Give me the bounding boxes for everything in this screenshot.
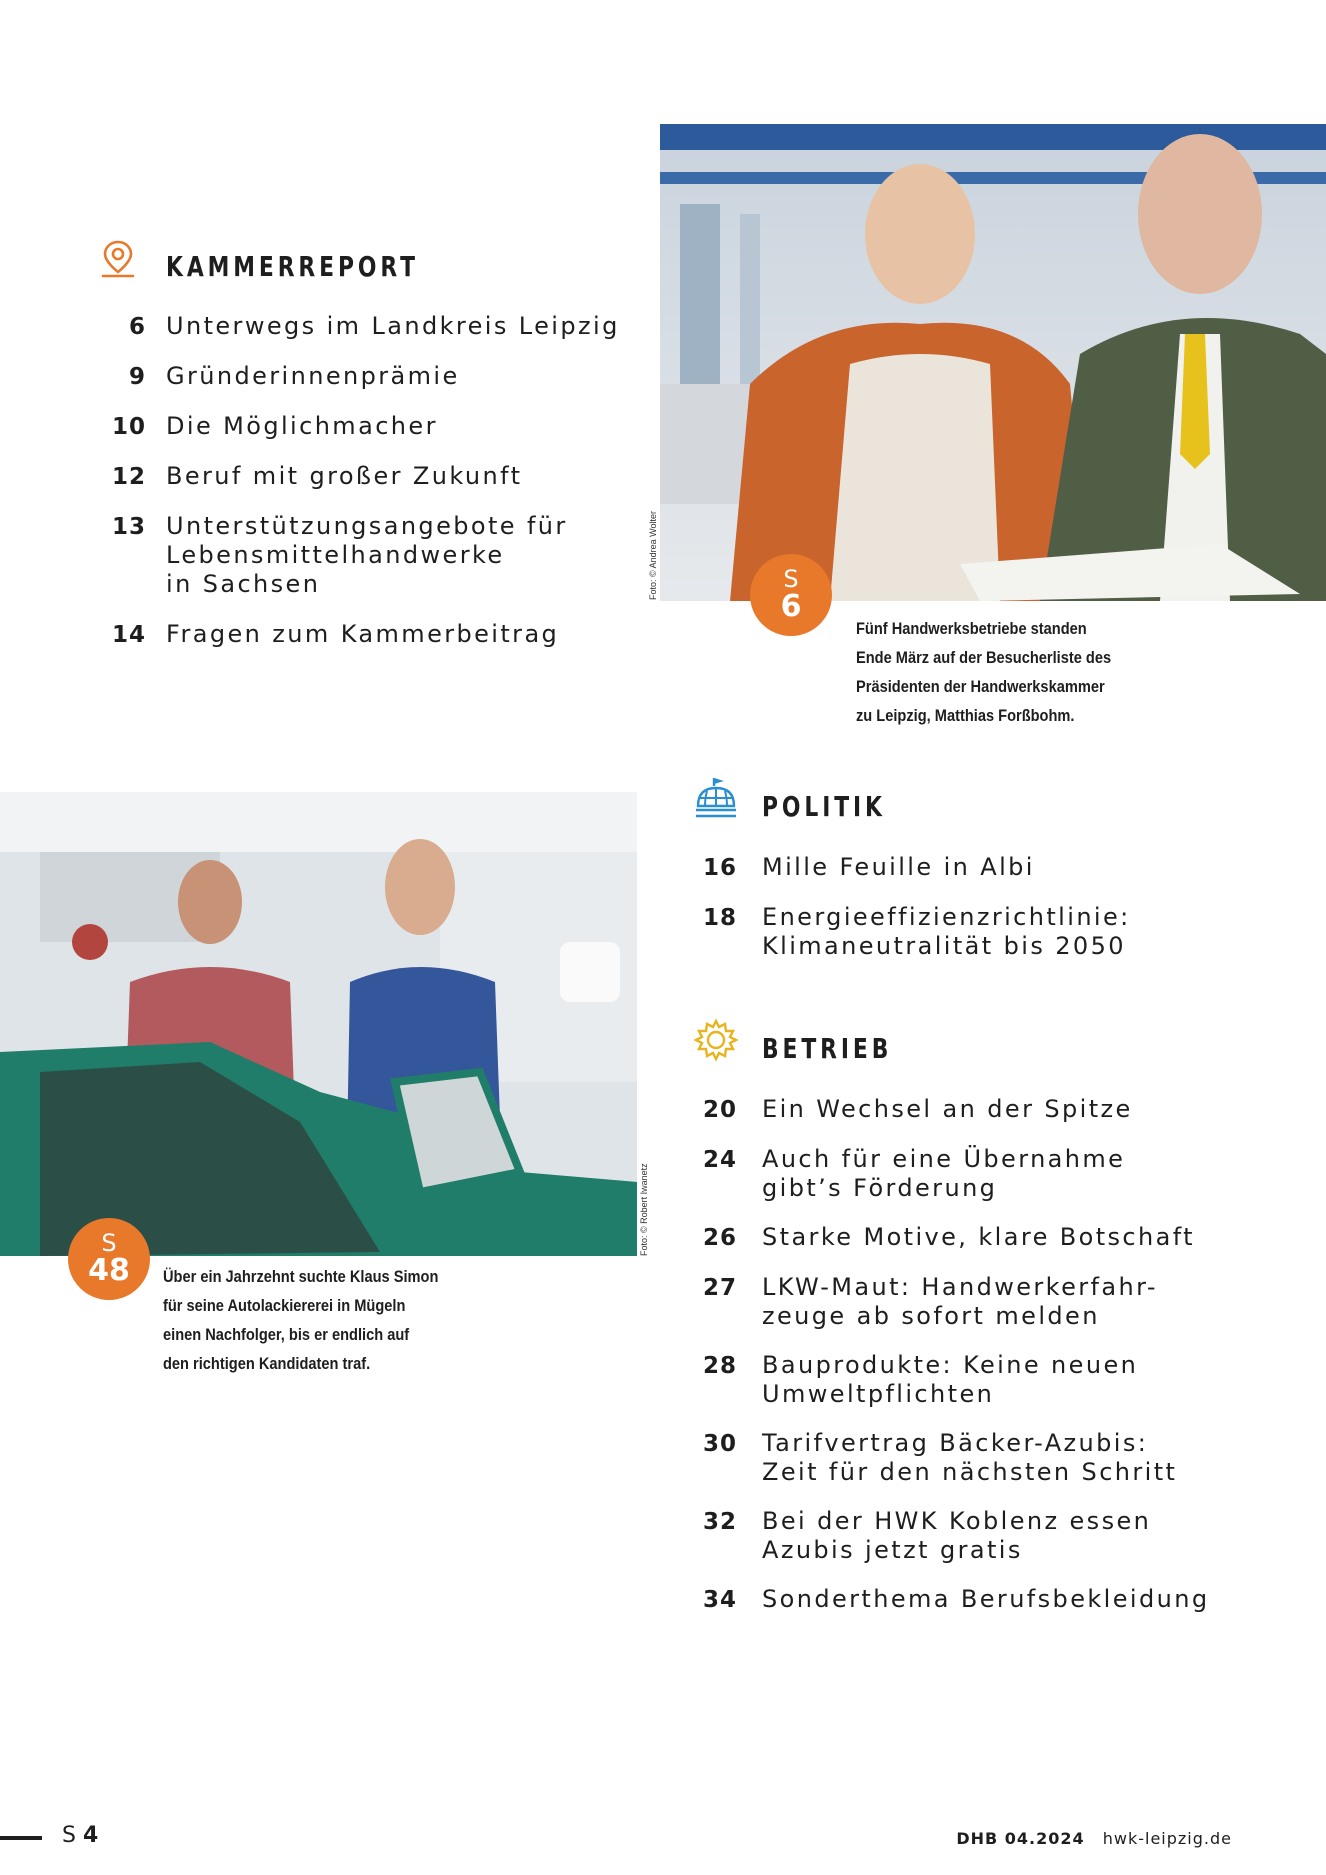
toc-page-number: 26	[702, 1225, 737, 1251]
footer-publication	[956, 1829, 1232, 1848]
photo-car-workshop	[0, 792, 637, 1256]
toc-kammerreport	[110, 312, 640, 670]
toc-page-number: 32	[702, 1509, 737, 1535]
toc-page-number: 28	[702, 1353, 737, 1379]
toc-title: Bauprodukte: Keine neuen Umweltpflichten	[762, 1351, 1139, 1408]
toc-page-number: 24	[702, 1147, 737, 1173]
toc-page-number: 16	[702, 855, 737, 881]
toc-title: Bei der HWK Koblenz essen Azubis jetzt gratis	[762, 1507, 1152, 1564]
toc-item[interactable]	[110, 462, 640, 512]
toc-title: Unterstützungsangebote für Lebensmittelhandwerke in Sachsen	[166, 512, 568, 598]
toc-title: Unterwegs im Landkreis Leipzig	[166, 312, 620, 340]
toc-title: Gründerinnenprämie	[166, 362, 460, 390]
toc-page-number: 20	[702, 1097, 737, 1123]
toc-title: Beruf mit großer Zukunft	[166, 462, 523, 490]
toc-title: Mille Feuille in Albi	[762, 853, 1035, 881]
gear-icon	[694, 1018, 738, 1062]
photo-credit: Foto: © Robert Iwanetz	[639, 1163, 649, 1256]
toc-title: Auch für eine Übernahme gibt’s Förderung	[762, 1145, 1126, 1202]
toc-page-number: 18	[702, 905, 737, 931]
toc-page-number: 27	[702, 1275, 737, 1301]
toc-item[interactable]	[701, 903, 1261, 983]
toc-title: LKW-Maut: Handwerkerfahr- zeuge ab sofort melden	[762, 1273, 1158, 1330]
toc-item[interactable]	[110, 362, 640, 412]
parliament-dome-icon	[694, 776, 738, 820]
toc-title: Starke Motive, klare Botschaft	[762, 1223, 1195, 1251]
toc-page-number: 9	[128, 364, 146, 390]
toc-item[interactable]	[701, 1429, 1261, 1507]
toc-item[interactable]	[110, 412, 640, 462]
section-title-politik: POLITIK	[762, 790, 886, 823]
toc-title: Tarifvertrag Bäcker-Azubis: Zeit für den nächsten Schritt	[762, 1429, 1178, 1486]
toc-item[interactable]	[701, 1507, 1261, 1585]
footer-page-value: 4	[82, 1823, 99, 1848]
toc-item[interactable]	[701, 1351, 1261, 1429]
toc-item[interactable]	[701, 853, 1261, 903]
photo-caption: Über ein Jahrzehnt suchte Klaus Simon für seine Autolackiererei in Mügeln einen Nachfolger, bis er endlich auf den richtigen Kandidaten traf.	[163, 1267, 439, 1373]
toc-item[interactable]	[701, 1095, 1261, 1145]
toc-item[interactable]	[701, 1223, 1261, 1273]
badge-page-number: 48	[88, 1253, 130, 1288]
footer-page-prefix: S	[62, 1823, 76, 1848]
toc-betrieb	[701, 1095, 1261, 1635]
badge-prefix: S	[101, 1229, 117, 1257]
footer-rule	[0, 1836, 42, 1840]
toc-title: Die Möglichmacher	[166, 412, 438, 440]
toc-item[interactable]	[701, 1273, 1261, 1351]
section-title-betrieb: BETRIEB	[762, 1032, 893, 1065]
toc-title: Sonderthema Berufsbekleidung	[762, 1585, 1210, 1613]
toc-page-number: 10	[111, 414, 146, 440]
photo-credit: Foto: © Andrea Wolter	[648, 510, 658, 600]
toc-item[interactable]	[110, 312, 640, 362]
toc-item[interactable]	[110, 512, 640, 620]
toc-item[interactable]	[110, 620, 640, 670]
toc-page-number: 34	[702, 1587, 737, 1613]
footer-website-link[interactable]: hwk-leipzig.de	[1102, 1829, 1232, 1848]
toc-page-number: 6	[128, 314, 146, 340]
footer-page-number	[62, 1823, 98, 1848]
badge-page-number: 6	[780, 589, 802, 624]
toc-page-number: 13	[111, 514, 146, 540]
toc-title: Ein Wechsel an der Spitze	[762, 1095, 1133, 1123]
toc-title: Fragen zum Kammerbeitrag	[166, 620, 560, 648]
toc-page-number: 30	[702, 1431, 737, 1457]
section-title-kammerreport: KAMMERREPORT	[166, 250, 419, 283]
toc-politik	[701, 853, 1261, 983]
footer-magazine-issue: DHB 04.2024	[956, 1829, 1085, 1848]
toc-item[interactable]	[701, 1145, 1261, 1223]
location-pin-icon	[97, 238, 139, 280]
page-badge[interactable]	[750, 554, 832, 636]
badge-prefix: S	[783, 565, 799, 593]
page-badge[interactable]	[68, 1218, 150, 1300]
photo-visit-workshop	[660, 124, 1326, 601]
toc-page-number: 14	[111, 622, 146, 648]
toc-title: Energieeffizienzrichtlinie: Klimaneutralität bis 2050	[762, 903, 1131, 960]
toc-item[interactable]	[701, 1585, 1261, 1635]
toc-page-number: 12	[111, 464, 146, 490]
photo-caption: Fünf Handwerksbetriebe standen Ende März auf der Besucherliste des Präsidenten der Handwerkskammer zu Leipzig, Matthias Forßbohm.	[856, 619, 1112, 725]
